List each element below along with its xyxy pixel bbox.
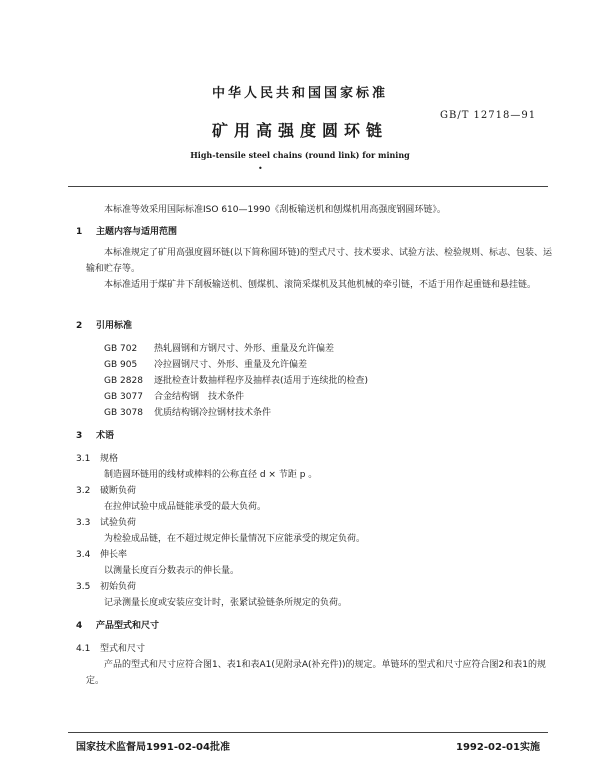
- term-name: 初始负荷: [100, 582, 137, 592]
- term-name: 试验负荷: [100, 518, 137, 528]
- term-number: 3.3: [76, 518, 91, 528]
- term-definition: 为检验成品链，在不超过规定伸长量情况下应能承受的规定负荷。: [104, 534, 366, 544]
- term-definition: 在拉伸试验中成品链能承受的最大负荷。: [104, 502, 267, 512]
- title-english: High-tensile steel chains (round link) for mining: [190, 150, 410, 160]
- reference-title: 冷拉圆钢尺寸、外形、重量及允许偏差: [154, 360, 308, 370]
- term-name: 规格: [100, 454, 119, 464]
- reference-item: [104, 373, 368, 386]
- section-3-title: 术语: [96, 431, 115, 441]
- subsection-title: 型式和尺寸: [100, 644, 146, 654]
- reference-title: 优质结构钢冷拉钢材技术条件: [154, 408, 272, 418]
- section-4-paragraph: 产品的型式和尺寸应符合图1、表1和表A1(见附录A(补充件))的规定。单链环的型式和尺寸应符合图2和表1的规定。: [86, 660, 546, 686]
- reference-code: GB 3077: [104, 392, 143, 402]
- term-name: 破断负荷: [100, 486, 137, 496]
- section-4-number: 4: [76, 621, 83, 631]
- reference-code: GB 702: [104, 344, 138, 354]
- standard-number: GB/T 12718—91: [440, 110, 537, 121]
- subsection-4-1-heading: [76, 641, 145, 657]
- section-1-para-2: 本标准适用于煤矿井下刮板输送机、刨煤机、滚筒采煤机及其他机械的牵引链，不适于用作起重链和悬挂链。: [104, 280, 537, 290]
- reference-item: [104, 341, 334, 354]
- section-3-heading: [76, 428, 114, 444]
- reference-title: 逐批检查计数抽样程序及抽样表(适用于连续批的检查): [154, 376, 369, 386]
- reference-code: GB 3078: [104, 408, 143, 418]
- section-2-heading: [76, 318, 132, 334]
- section-4-heading: [76, 618, 159, 634]
- reference-item: [104, 405, 271, 418]
- title-dot: •: [258, 164, 263, 173]
- term-heading: [76, 547, 127, 563]
- approval-text: 国家技术监督局1991-02-04批准: [76, 742, 230, 753]
- footer-rule: [68, 732, 548, 733]
- reference-item: [104, 357, 307, 370]
- term-number: 3.4: [76, 550, 91, 560]
- reference-code: GB 905: [104, 360, 138, 370]
- section-4-title: 产品型式和尺寸: [96, 621, 160, 631]
- term-definition: 以测量长度百分数表示的伸长量。: [104, 566, 240, 576]
- section-2-title: 引用标准: [96, 321, 133, 331]
- term-heading: [76, 515, 136, 531]
- term-heading: [76, 483, 136, 499]
- reference-title: 热轧圆钢和方钢尺寸、外形、重量及允许偏差: [154, 344, 335, 354]
- term-number: 3.5: [76, 582, 91, 592]
- standard-type: 中华人民共和国国家标准: [211, 86, 388, 101]
- reference-title: 合金结构钢 技术条件: [154, 392, 245, 402]
- term-definition: 记录测量长度或安装应变计时，张紧试验链条所规定的负荷。: [104, 598, 348, 608]
- term-number: 3.2: [76, 486, 91, 496]
- effective-date: 1992-02-01实施: [456, 742, 540, 753]
- section-2-number: 2: [76, 321, 83, 331]
- reference-item: [104, 389, 244, 402]
- subsection-number: 4.1: [76, 644, 91, 654]
- header-rule: [68, 186, 548, 187]
- section-1-title: 主题内容与适用范围: [96, 227, 178, 237]
- term-definition: 制造圆环链用的线材或棒料的公称直径 d × 节距 p 。: [104, 470, 318, 480]
- section-3-number: 3: [76, 431, 83, 441]
- term-number: 3.1: [76, 454, 91, 464]
- term-heading: [76, 451, 118, 467]
- section-1-heading: [76, 224, 177, 240]
- intro-paragraph: 本标准等效采用国际标准ISO 610—1990《刮板输送机和刨煤机用高强度钢圆环链》。: [104, 205, 446, 215]
- term-heading: [76, 579, 136, 595]
- term-name: 伸长率: [100, 550, 128, 560]
- title-chinese: 矿用高强度圆环链: [211, 121, 388, 140]
- section-1-number: 1: [76, 227, 83, 237]
- reference-code: GB 2828: [104, 376, 143, 386]
- section-1-para-1: 本标准规定了矿用高强度圆环链(以下简称圆环链)的型式尺寸、技术要求、试验方法、检验规则、标志、包装、运输和贮存等。: [86, 248, 553, 274]
